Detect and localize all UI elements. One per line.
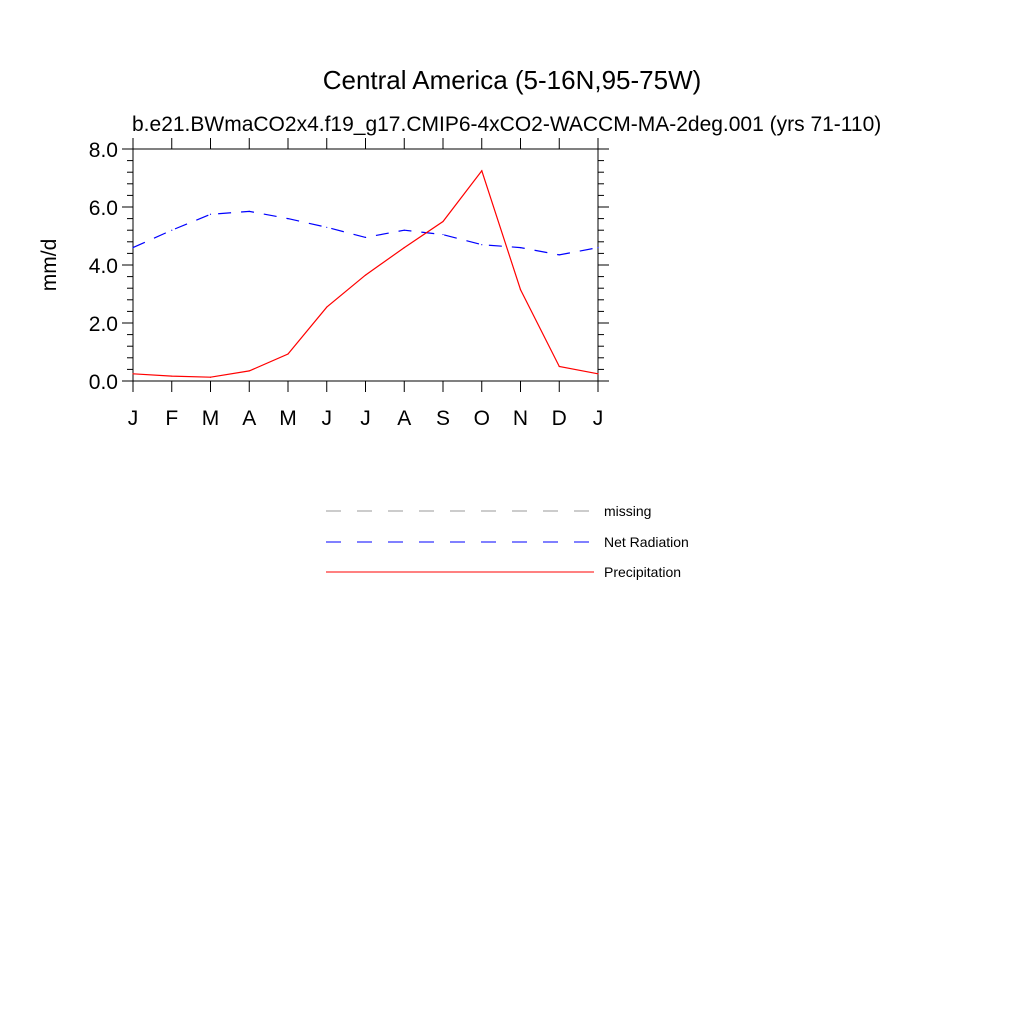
data-point: [210, 214, 211, 215]
data-point: [287, 218, 288, 219]
data-point: [249, 370, 250, 371]
series-line-precipitation: [133, 171, 598, 377]
data-point: [559, 254, 560, 255]
data-point: [132, 247, 133, 248]
y-tick-label: 4.0: [88, 255, 118, 278]
x-tick-label: S: [435, 407, 451, 430]
data-point: [326, 227, 327, 228]
x-tick-label: J: [360, 407, 371, 430]
y-tick-label: 6.0: [88, 197, 118, 220]
x-tick-label: J: [127, 407, 139, 430]
x-tick-label: A: [242, 407, 257, 430]
x-tick-label: M: [201, 407, 220, 430]
data-point: [597, 373, 598, 374]
x-tick-label: J: [592, 407, 604, 430]
data-point: [481, 244, 482, 245]
data-point: [481, 170, 482, 171]
data-point: [249, 211, 250, 212]
legend-label: missing: [604, 503, 652, 519]
y-axis-label: mm/d: [38, 238, 61, 292]
data-point: [559, 366, 560, 367]
data-point: [404, 230, 405, 231]
legend-label: Net Radiation: [604, 534, 689, 550]
x-tick-label: F: [165, 407, 179, 430]
data-point: [365, 275, 366, 276]
legend: [326, 503, 689, 580]
x-tick-label: J: [321, 407, 332, 430]
x-tick-label: M: [279, 407, 297, 430]
data-point: [597, 247, 598, 248]
chart-title: Central America (5-16N,95-75W): [322, 65, 702, 95]
data-point: [442, 221, 443, 222]
data-point: [442, 234, 443, 235]
data-point: [520, 289, 521, 290]
y-tick-label: 8.0: [88, 139, 118, 162]
series-layer: [132, 170, 598, 378]
data-point: [171, 230, 172, 231]
y-tick-label: 2.0: [88, 313, 118, 336]
y-tick-label: 0.0: [88, 371, 118, 394]
data-point: [210, 377, 211, 378]
chart-subtitle: b.e21.BWmaCO2x4.f19_g17.CMIP6-4xCO2-WACCM-MA-2deg.001 (yrs 71-110): [132, 113, 882, 136]
x-tick-label: O: [473, 407, 490, 430]
data-point: [326, 306, 327, 307]
data-point: [287, 353, 288, 354]
data-point: [404, 247, 405, 248]
data-point: [365, 237, 366, 238]
series-line-net-radiation: [133, 211, 598, 255]
plot-area: [89, 138, 609, 430]
x-tick-label: N: [512, 407, 529, 430]
data-point: [520, 247, 521, 248]
x-tick-label: D: [551, 407, 567, 430]
x-tick-label: A: [397, 407, 412, 430]
data-point: [132, 373, 133, 374]
data-point: [171, 375, 172, 376]
legend-label: Precipitation: [604, 564, 682, 580]
plot-frame: [133, 149, 598, 381]
